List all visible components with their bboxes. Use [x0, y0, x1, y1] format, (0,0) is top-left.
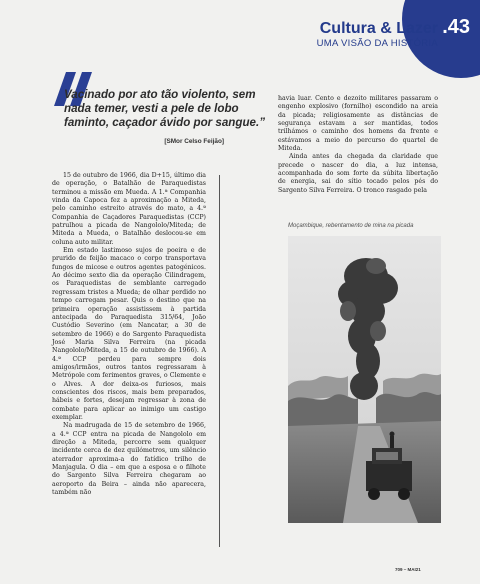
- pull-quote: Vacinado por ato tão violento, sem nada temer, vesti a pele de lobo faminto, caçador ávido por sangue.”: [64, 88, 265, 129]
- column-rule: [219, 175, 220, 547]
- section-title: Cultura & Lazer: [319, 20, 438, 37]
- article-column-right: [278, 95, 438, 195]
- page-footer: 709 – MAI21: [395, 567, 421, 572]
- section-subtitle: UMA VISÃO DA HISTÓRIA: [316, 38, 438, 49]
- article-column-left: [52, 172, 206, 497]
- paragraph: havia luar. Cento e dezoito militares passaram o engenho explosivo (fornilho) escondido na areia da picada; religiosamente as distâncias de segurança estavam a ser mantidas, todos trilhámos o caminho dos homens da frente e estávamos a meio do percurso do quartel de Miteda.: [278, 95, 438, 153]
- quote-author: [SMor Celso Feijão]: [164, 138, 224, 145]
- photo-caption: Moçambique, rebentamento de mina na picada: [288, 223, 414, 229]
- paragraph: Na madrugada de 15 de setembro de 1966, a 4.ª CCP entra na picada de Nangololo em direção a Miteda, percorre sem qualquer incidente cerca de dez quilómetros, um silêncio aterrador aproxima-a do fatídico trilho de Manjagula. O dia – em que a esposa e o filhote do Sargento Silva Ferreira chegaram ao aeroporto da Beira – ainda não aparecera, também não: [52, 422, 206, 497]
- mine-explosion-photo: [288, 236, 441, 523]
- section-header: [317, 20, 438, 49]
- paragraph: 15 de outubro de 1966, dia D+15, último dia de operação, o Batalhão de Paraquedistas terminou a missão em Mueda. A 1.ª Companhia vinda da Capoca fez a aproximação a Miteda, pelo caminho estreito através do mato, a 4.ª Companhia de Caçadores Paraquedistas (CCP) patrulhou a picada de Nangololo/Miteda; de Miteda a Mueda, o Batalhão deslocou-se em coluna auto militar.: [52, 172, 206, 246]
- paragraph: Ainda antes da chegada da claridade que precede o nascer do dia, a luz intensa, acompanhada do som forte da súbita libertação de energia, sai do sítio tocado pelos pés do Sargento Silva Ferreira. O tronco rasgado pela: [278, 153, 438, 194]
- paragraph: Em estado lastimoso sujos de poeira e de prurido de feijão macaco o corpo transportava fungos de micose e outros agentes patogénicos. Ao décimo sexto dia da operação Cilindragem, os Paraquedistas de semblante carregado regressam tristes a Mueda; de olhar perdido no tempo carregam pesar. Quis o destino que na primeira operação assistissem à partida antecipada do Paraquedista 315/64, João Custódio Severino (em Nancatar, a 30 de setembro de 1966) e do Sargento Paraquedista José Maria Silva Ferreira (na picada Nangololo/Miteda, a 15 de outubro de 1966). A 4.ª CCP perdeu para sempre dois amigos/irmãos, outros tantos regressaram à Metrópole com ferimentos graves, o Clemente e o Alves. A dor deixa-os furiosos, mais conscientes dos riscos, mais bem preparados, hábeis e fortes, desejam regressar à zona de combate para aplicar ao inimigo um castigo exemplar.: [52, 247, 206, 421]
- page-number: .43: [442, 16, 470, 38]
